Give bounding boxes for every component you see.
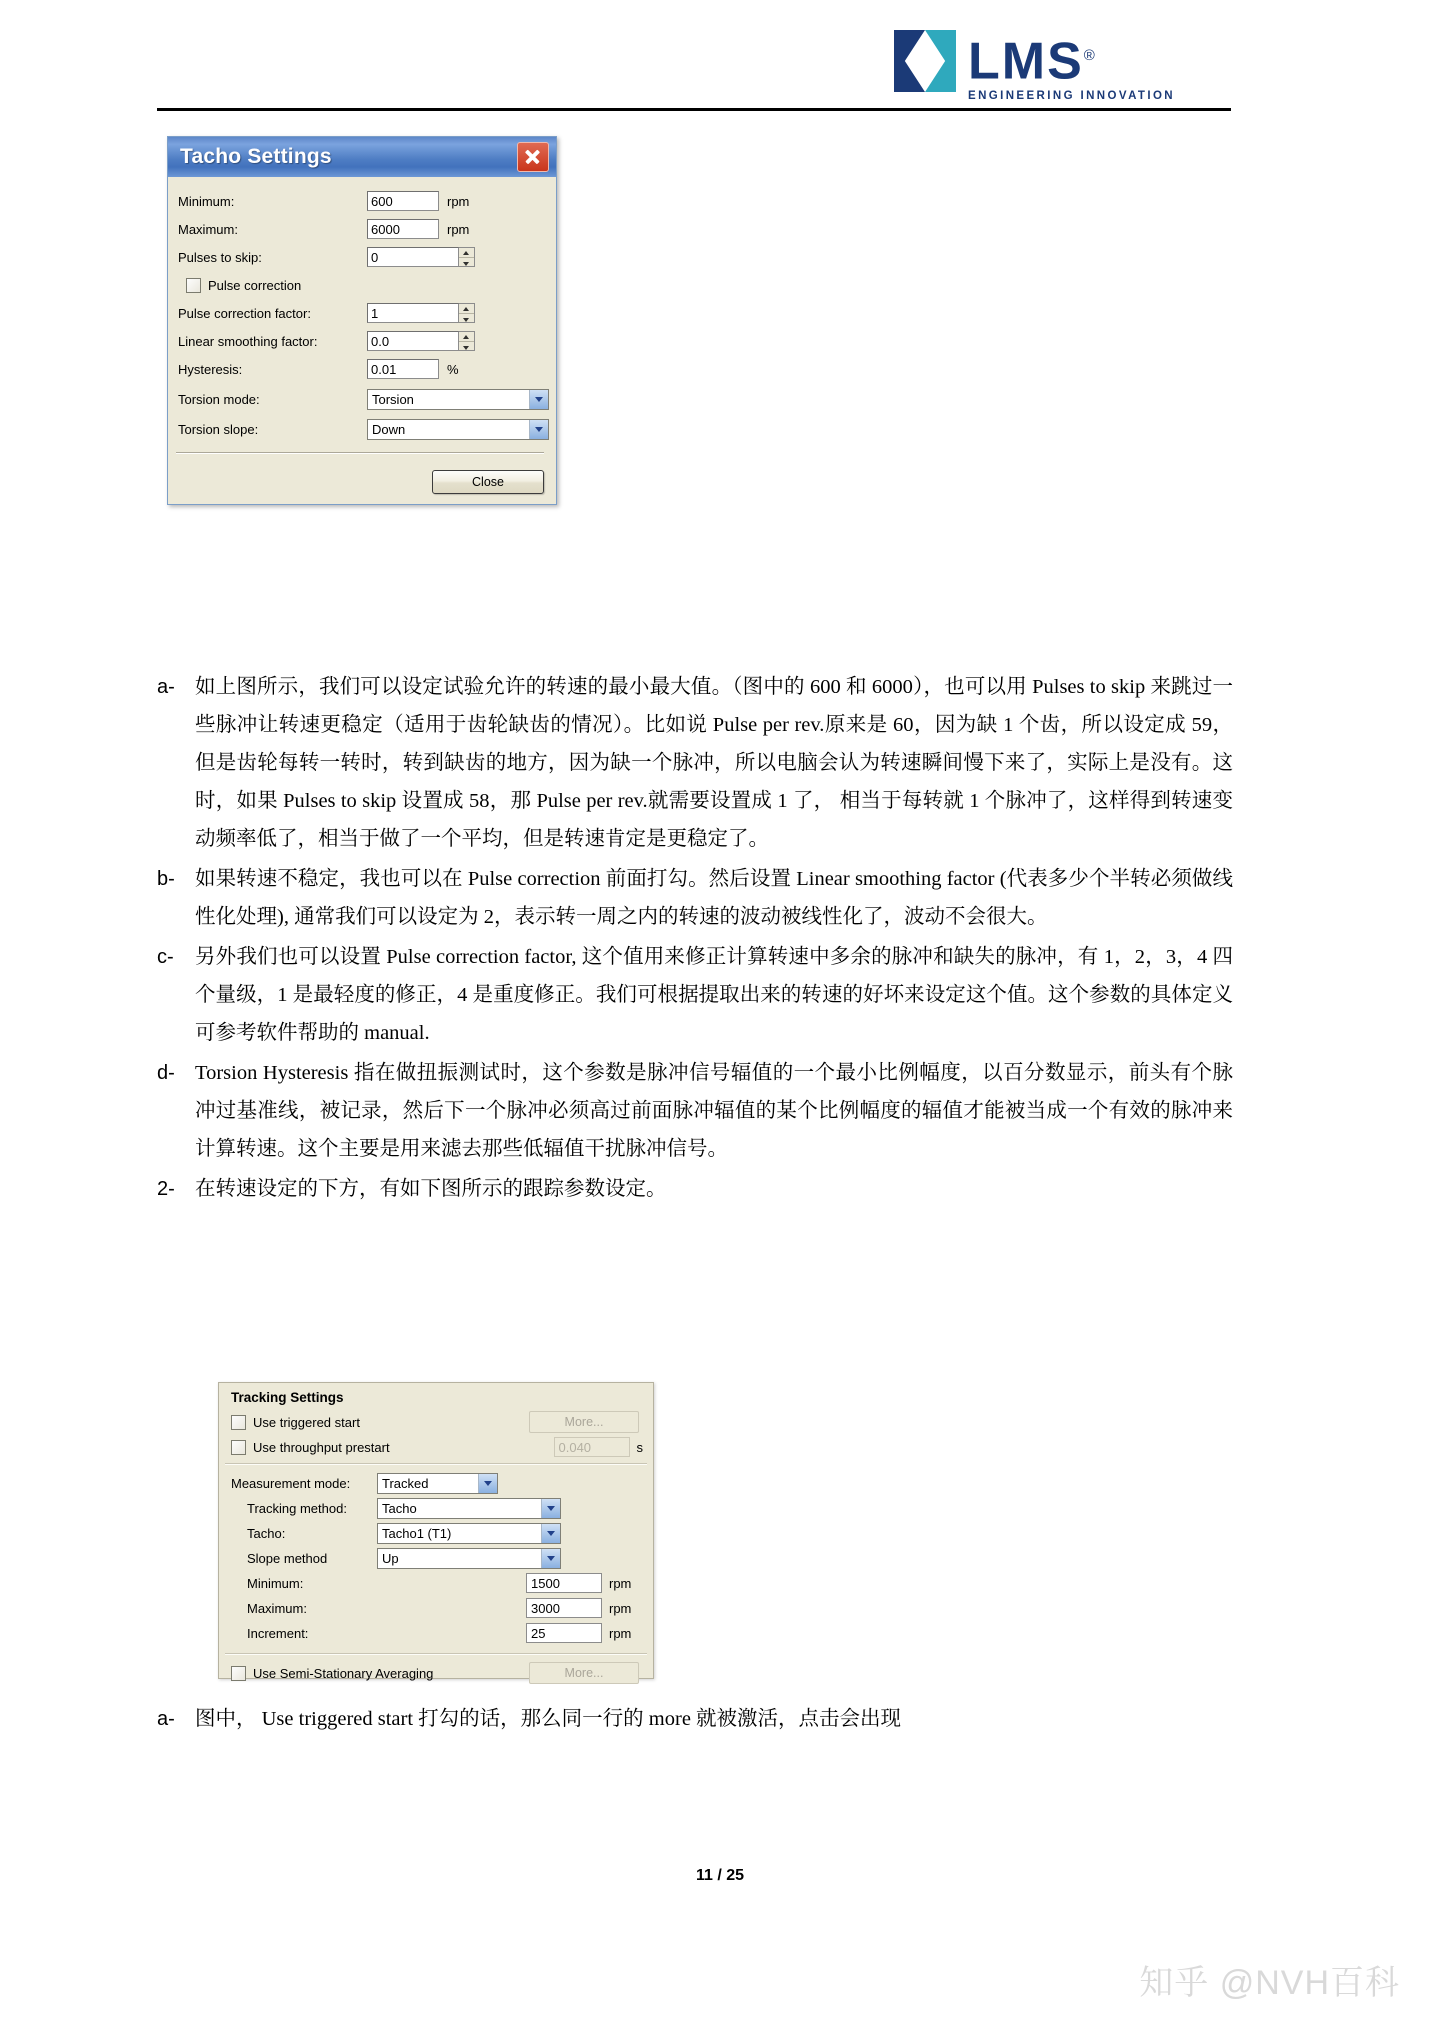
pulse-correction-factor-input[interactable]: 1 xyxy=(367,303,459,323)
chevron-down-icon[interactable] xyxy=(529,390,548,409)
pulse-correction-factor-label: Pulse correction factor: xyxy=(178,305,311,321)
tacho-minimum-row xyxy=(178,191,556,211)
paragraph-text: 在转速设定的下方，有如下图所示的跟踪参数设定。 xyxy=(195,1178,667,1200)
paragraph-marker: d- xyxy=(157,1062,175,1084)
stepper-down-icon[interactable] xyxy=(459,258,474,267)
tracking-minimum-row xyxy=(219,1572,653,1594)
tracking-maximum-unit: rpm xyxy=(609,1600,632,1616)
measurement-mode-select[interactable] xyxy=(377,1473,498,1494)
chevron-down-icon[interactable] xyxy=(541,1499,560,1518)
torsion-slope-select[interactable] xyxy=(367,419,549,440)
torsion-mode-value: Torsion xyxy=(372,391,414,407)
tacho-maximum-row xyxy=(178,219,556,239)
linear-smoothing-factor-stepper[interactable] xyxy=(459,331,475,351)
tacho-pulses-to-skip-row xyxy=(178,247,556,267)
hysteresis-input[interactable]: 0.01 xyxy=(367,359,439,379)
paragraph-2 xyxy=(157,1170,1233,1208)
paragraph-d xyxy=(157,1054,1233,1168)
tracking-method-select[interactable] xyxy=(377,1498,561,1519)
linear-smoothing-factor-row xyxy=(178,331,556,351)
lms-diamond-icon xyxy=(894,30,956,92)
document-body-closing xyxy=(157,1700,1233,1740)
tracking-divider xyxy=(225,1463,647,1465)
slope-method-select[interactable] xyxy=(377,1548,561,1569)
close-button[interactable]: Close xyxy=(432,470,544,494)
tracking-increment-row xyxy=(219,1622,653,1644)
tacho-dialog-body xyxy=(168,177,556,504)
lms-wordmark xyxy=(968,30,1175,91)
tracking-minimum-label: Minimum: xyxy=(247,1575,304,1591)
use-throughput-prestart-label: Use throughput prestart xyxy=(253,1439,390,1455)
tracking-increment-label: Increment: xyxy=(247,1625,309,1641)
semi-stationary-averaging-row xyxy=(219,1662,653,1684)
tracking-method-row xyxy=(219,1497,653,1519)
tracking-increment-unit: rpm xyxy=(609,1625,632,1641)
slope-method-label: Slope method xyxy=(247,1550,328,1566)
dialog-divider xyxy=(176,452,544,454)
tacho-value: Tacho1 (T1) xyxy=(382,1525,452,1541)
paragraph-text: Torsion Hysteresis 指在做扭振测试时，这个参数是脉冲信号辐值的一个最小比例幅度，以百分数显示，前头有个脉冲过基准线，被记录，然后下一个脉冲必须高过前面脉冲辐值的某个比例幅度的辐值才能被当成一个有效的脉冲来计算转速。这个主要是用来滤去那些低辐值干扰脉冲信号。 xyxy=(195,1062,1233,1160)
stepper-down-icon[interactable] xyxy=(459,342,474,351)
tacho-select[interactable] xyxy=(377,1523,561,1544)
tacho-row xyxy=(219,1522,653,1544)
use-triggered-start-label: Use triggered start xyxy=(253,1414,360,1430)
paragraph-text: 图中， Use triggered start 打勾的话，那么同一行的 more 就被激活，点击会出现 xyxy=(195,1708,902,1730)
pulse-correction-factor-row xyxy=(178,303,556,323)
use-triggered-start-checkbox[interactable] xyxy=(231,1415,246,1430)
paragraph-text: 如上图所示，我们可以设定试验允许的转速的最小最大值。（图中的 600 和 6000），也可以用 Pulses to skip 来跳过一些脉冲让转速更稳定（适用于齿轮缺齿的情况）。比如说 Pulse per rev.原来是 60，因为缺 1 个齿，所以设定成 59， 但是齿轮每转一转时，转到缺齿的地方，因为缺一个脉冲，所以电脑会认为转速瞬间慢下来了，实际上是没有。这时，如果 Pulses to skip 设置成 58，那 Pulse per rev.就需要设置成 1 了， 相当于每转就 1 个脉冲了，这样得到转速变动频率低了，相当于做了一个平均，但是转速肯定是更稳定了。 xyxy=(195,676,1233,850)
tacho-pulses-to-skip-input[interactable]: 0 xyxy=(367,247,459,267)
lms-tagline: ENGINEERING INNOVATION xyxy=(968,90,1175,103)
pulse-correction-label: Pulse correction xyxy=(208,277,302,293)
throughput-prestart-input[interactable]: 0.040 xyxy=(554,1437,630,1457)
tacho-pulses-to-skip-stepper[interactable] xyxy=(459,247,475,267)
lms-wordmark-text: LMS xyxy=(968,32,1084,91)
semi-stationary-averaging-checkbox[interactable] xyxy=(231,1666,246,1681)
tracking-increment-input[interactable]: 25 xyxy=(526,1623,602,1643)
semi-stationary-more-button[interactable]: More... xyxy=(529,1662,639,1684)
torsion-mode-select[interactable] xyxy=(367,389,549,410)
chevron-down-icon[interactable] xyxy=(529,420,548,439)
header-divider xyxy=(157,108,1231,111)
tracking-maximum-label: Maximum: xyxy=(247,1600,307,1616)
torsion-slope-label: Torsion slope: xyxy=(178,421,259,437)
paragraph-marker: c- xyxy=(157,946,174,968)
triggered-start-more-button[interactable]: More... xyxy=(529,1411,639,1433)
linear-smoothing-factor-label: Linear smoothing factor: xyxy=(178,333,318,349)
tacho-settings-dialog xyxy=(167,136,557,505)
stepper-up-icon[interactable] xyxy=(459,304,474,314)
tacho-minimum-label: Minimum: xyxy=(178,193,235,209)
use-throughput-prestart-row xyxy=(219,1436,653,1458)
paragraph-closing-a xyxy=(157,1700,1233,1738)
use-triggered-start-row xyxy=(219,1411,653,1433)
slope-method-row xyxy=(219,1547,653,1569)
measurement-mode-label: Measurement mode: xyxy=(231,1475,351,1491)
tacho-maximum-input[interactable]: 6000 xyxy=(367,219,439,239)
tracking-maximum-input[interactable]: 3000 xyxy=(526,1598,602,1618)
watermark: 知乎 @NVH百科 xyxy=(1139,1964,1400,2002)
pulse-correction-checkbox[interactable] xyxy=(186,278,201,293)
torsion-slope-value: Down xyxy=(372,421,406,437)
tacho-maximum-unit: rpm xyxy=(447,221,470,237)
measurement-mode-value: Tracked xyxy=(382,1475,429,1491)
chevron-down-icon[interactable] xyxy=(541,1549,560,1568)
tracking-minimum-input[interactable]: 1500 xyxy=(526,1573,602,1593)
hysteresis-row xyxy=(178,359,556,379)
page-header xyxy=(0,0,1440,140)
torsion-mode-label: Torsion mode: xyxy=(178,391,260,407)
paragraph-c xyxy=(157,938,1233,1052)
page-number: 11 / 25 xyxy=(695,1867,745,1884)
tracking-maximum-row xyxy=(219,1597,653,1619)
hysteresis-unit: % xyxy=(447,361,459,377)
hysteresis-label: Hysteresis: xyxy=(178,361,243,377)
measurement-mode-row xyxy=(219,1472,653,1494)
tacho-titlebar xyxy=(168,137,556,177)
tacho-minimum-input[interactable]: 600 xyxy=(367,191,439,211)
tracking-settings-dialog xyxy=(218,1382,654,1679)
tacho-label: Tacho: xyxy=(247,1525,286,1541)
torsion-slope-row xyxy=(178,418,556,440)
tracking-method-value: Tacho xyxy=(382,1500,417,1516)
lms-logo xyxy=(894,30,1175,102)
use-throughput-prestart-checkbox[interactable] xyxy=(231,1440,246,1455)
tracking-settings-title: Tracking Settings xyxy=(231,1390,344,1405)
paragraph-marker: b- xyxy=(157,868,175,890)
paragraph-marker: 2- xyxy=(157,1178,175,1200)
paragraph-text: 如果转速不稳定，我也可以在 Pulse correction 前面打勾。然后设置 Linear smoothing factor (代表多少个半转必须做线性化处理), 通常我们可以设定为 2，表示转一周之内的转速的波动被线性化了，波动不会很大。 xyxy=(195,868,1233,928)
chevron-down-icon[interactable] xyxy=(478,1474,497,1493)
stepper-up-icon[interactable] xyxy=(459,248,474,258)
tracking-method-label: Tracking method: xyxy=(247,1500,347,1516)
paragraph-marker: a- xyxy=(157,1708,175,1730)
tacho-maximum-label: Maximum: xyxy=(178,221,238,237)
semi-stationary-averaging-label: Use Semi-Stationary Averaging xyxy=(253,1665,434,1681)
tracking-minimum-unit: rpm xyxy=(609,1575,632,1591)
tacho-dialog-title: Tacho Settings xyxy=(180,145,332,168)
chevron-down-icon[interactable] xyxy=(541,1524,560,1543)
document-body xyxy=(157,668,1233,1210)
torsion-mode-row xyxy=(178,388,556,410)
close-icon[interactable] xyxy=(517,142,549,172)
tacho-minimum-unit: rpm xyxy=(447,193,470,209)
registered-trademark-icon: ® xyxy=(1083,47,1097,64)
pulse-correction-row xyxy=(178,275,556,295)
tracking-divider-bottom xyxy=(225,1653,647,1655)
stepper-down-icon[interactable] xyxy=(459,314,474,323)
paragraph-a xyxy=(157,668,1233,858)
paragraph-b xyxy=(157,860,1233,936)
slope-method-value: Up xyxy=(382,1550,399,1566)
stepper-up-icon[interactable] xyxy=(459,332,474,342)
paragraph-text: 另外我们也可以设置 Pulse correction factor, 这个值用来修正计算转速中多余的脉冲和缺失的脉冲，有 1，2，3，4 四个量级，1 是最轻度的修正，4 是重度修正。我们可根据提取出来的转速的好坏来设定这个值。这个参数的具体定义可参考软件帮助的 manual. xyxy=(195,946,1233,1044)
throughput-prestart-unit: s xyxy=(636,1439,643,1455)
linear-smoothing-factor-input[interactable]: 0.0 xyxy=(367,331,459,351)
paragraph-marker: a- xyxy=(157,676,175,698)
tacho-pulses-to-skip-label: Pulses to skip: xyxy=(178,249,262,265)
pulse-correction-factor-stepper[interactable] xyxy=(459,303,475,323)
